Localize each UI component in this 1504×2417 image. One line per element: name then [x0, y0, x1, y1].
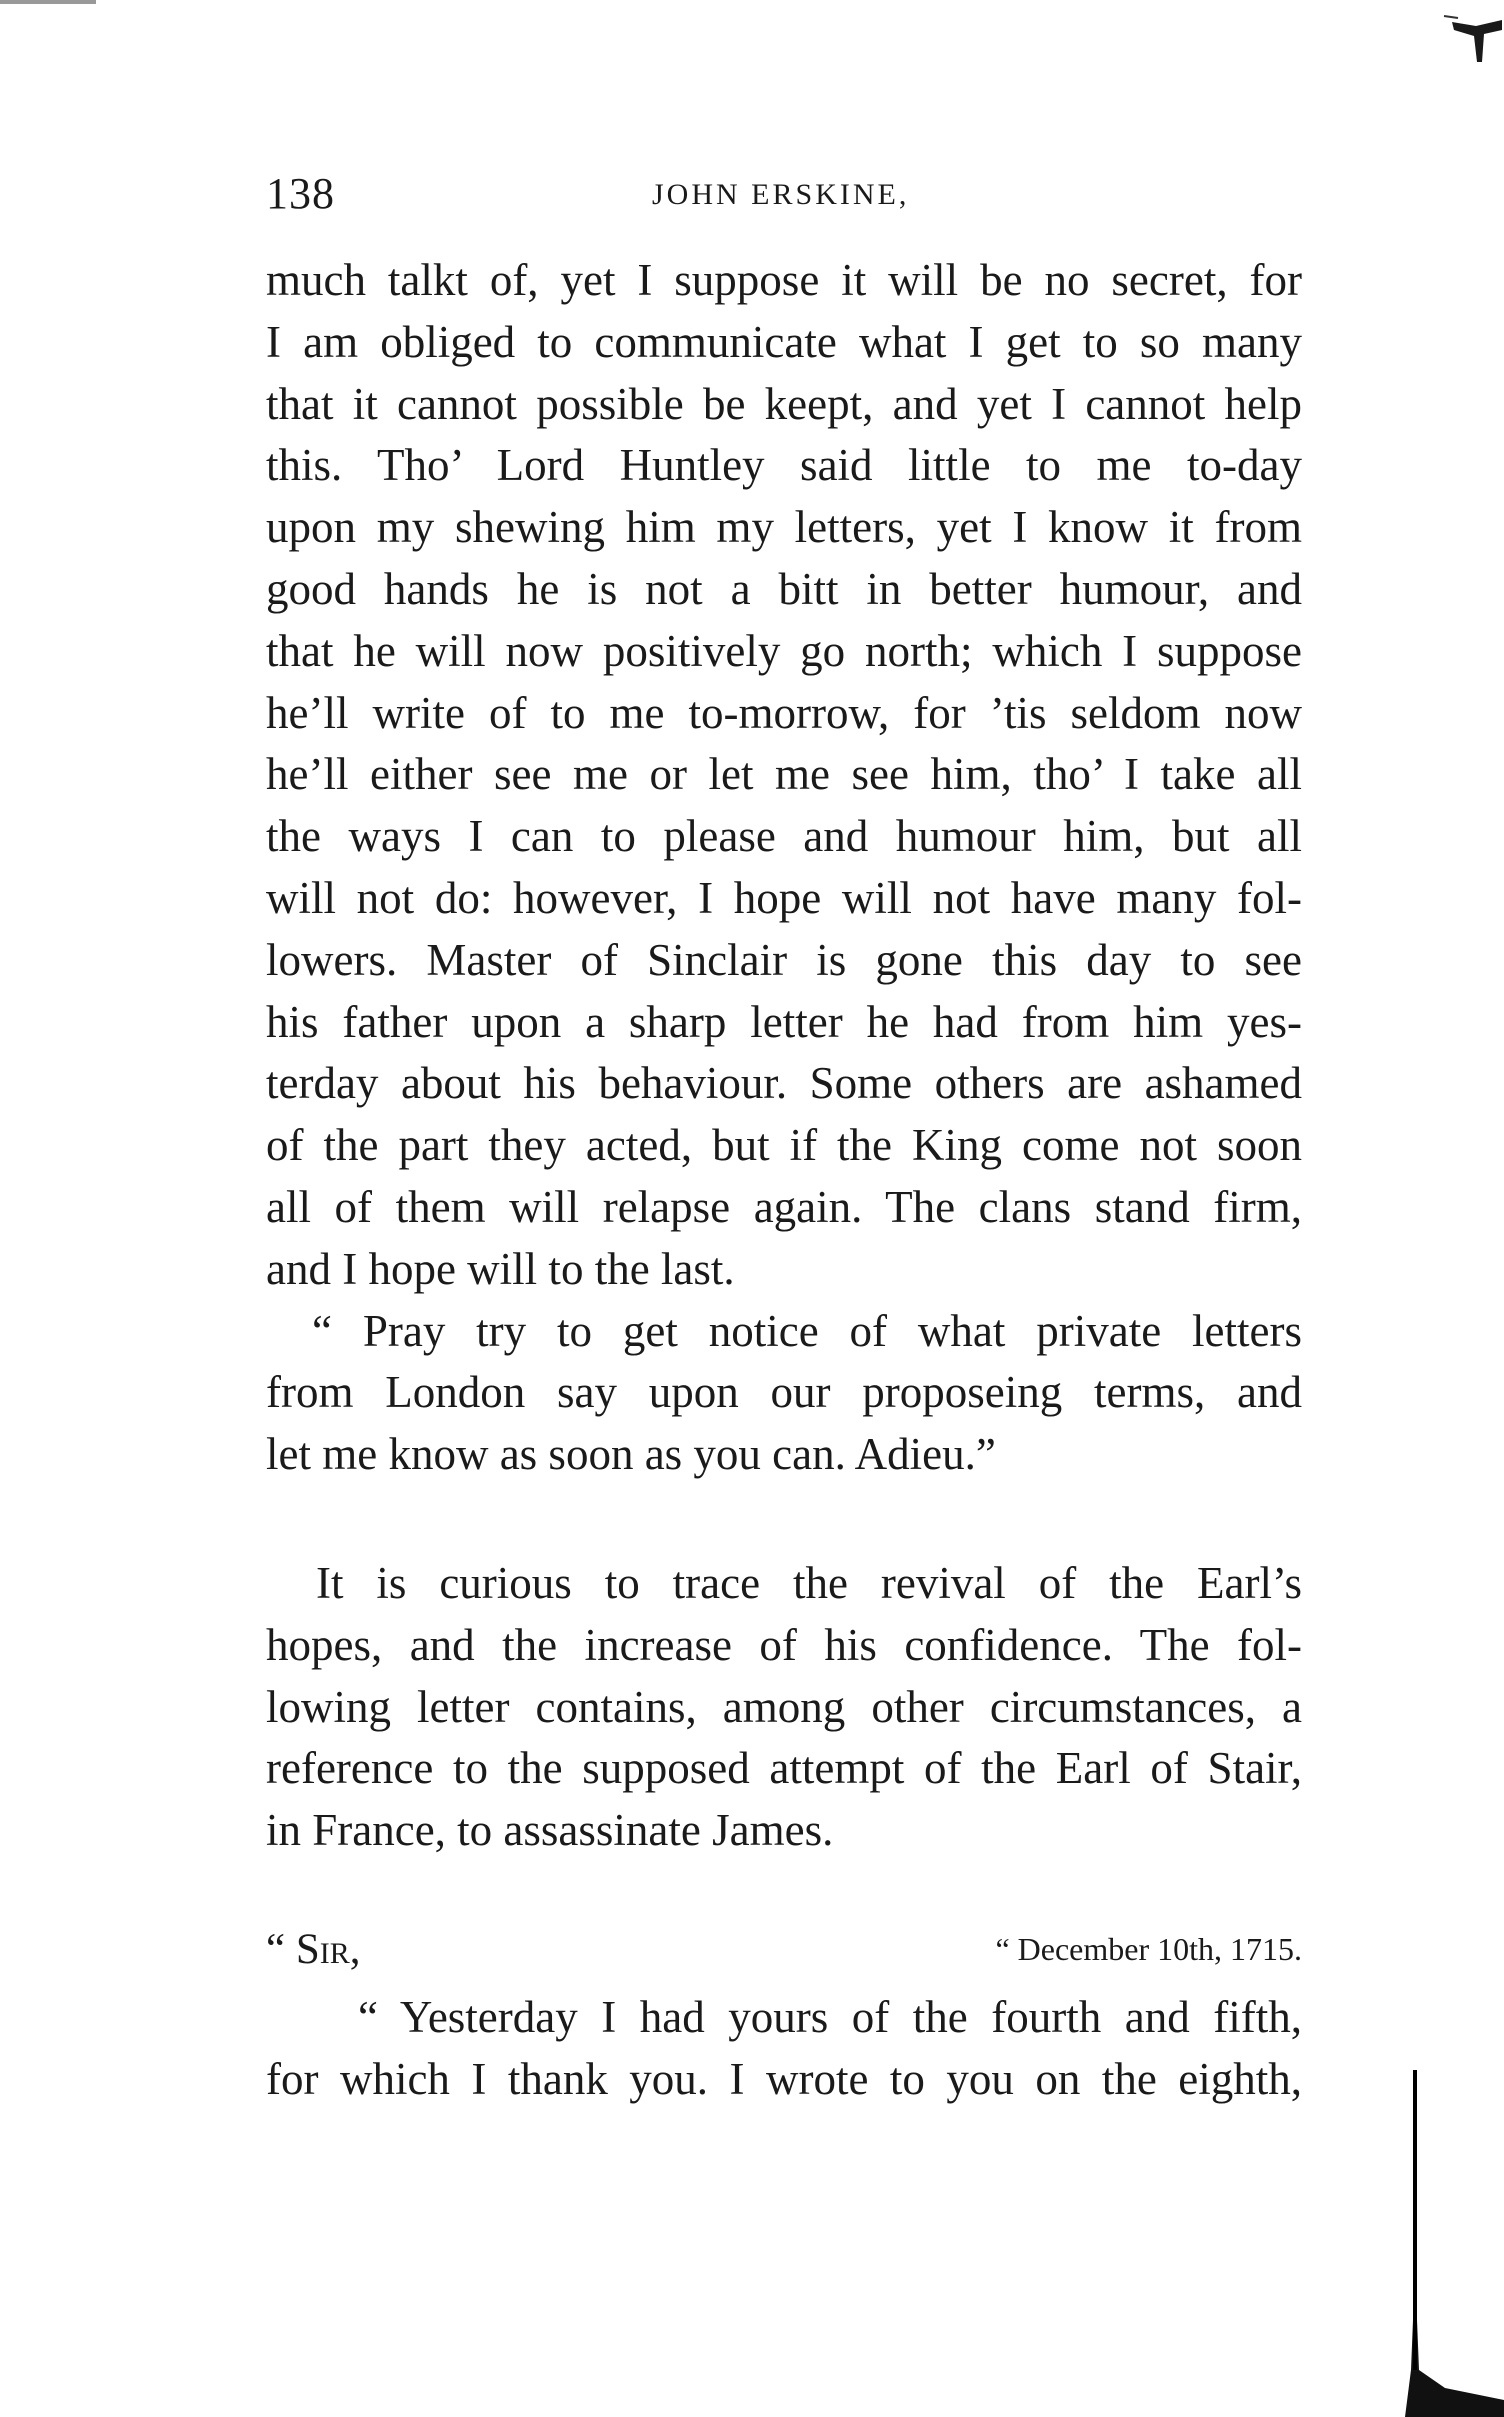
text-line: lowing letter contains, among other circumstances, a [266, 1681, 1302, 1732]
letter-heading [266, 1925, 1302, 1987]
narrative-paragraph [266, 1553, 1302, 1862]
running-head: JOHN ERSKINE, [652, 178, 910, 211]
text-line: will not do: however, I hope will not have many fol- [266, 872, 1302, 923]
text-line: all of them will relapse again. The clans stand firm, [266, 1181, 1302, 1232]
page-header [266, 168, 1302, 228]
page-number: 138 [266, 169, 335, 218]
letter-continuation [266, 250, 1302, 1486]
next-letter-body [266, 1987, 1302, 2111]
letter-date: “ December 10th, 1715. [995, 1931, 1302, 1967]
text-line: and I hope will to the last. [266, 1243, 735, 1294]
text-line: I am obliged to communicate what I get to so many [266, 316, 1302, 367]
text-line: good hands he is not a bitt in better humour, and [266, 563, 1302, 614]
text-line: his father upon a sharp letter he had from him yes- [266, 996, 1302, 1047]
scan-artifact-top [0, 0, 96, 4]
text-line: “ Yesterday I had yours of the fourth and fifth, [358, 1992, 1302, 2042]
text-line: much talkt of, yet I suppose it will be no secret, for [266, 255, 1302, 305]
text-line: “ Pray try to get notice of what private letters [312, 1305, 1302, 1356]
text-line: of the part they acted, but if the King come not soon [266, 1120, 1302, 1171]
text-line: the ways I can to please and humour him, but all [266, 811, 1302, 862]
binding-edge-shadow [1405, 2070, 1504, 2417]
text-line: from London say upon our proposeing terms, and [266, 1367, 1302, 1418]
binding-mark-icon [1414, 0, 1504, 70]
text-line: terday about his behaviour. Some others are ashamed [266, 1058, 1302, 1109]
text-line: this. Tho’ Lord Huntley said little to me to-day [266, 440, 1302, 491]
text-line: that he will now positively go north; which I suppose [266, 625, 1302, 676]
text-line: he’ll write of to me to-morrow, for ’tis seldom now [266, 687, 1302, 738]
text-line: reference to the supposed attempt of the Earl of Stair, [266, 1743, 1302, 1794]
salutation: “ Sir, [266, 1926, 361, 1973]
text-line: that it cannot possible be keept, and yet I cannot help [266, 378, 1302, 429]
text-line: let me know as soon as you can. Adieu.” [266, 1429, 996, 1480]
text-line: for which I thank you. I wrote to you on the eighth, [266, 2053, 1302, 2104]
text-line: lowers. Master of Sinclair is gone this day to see [266, 934, 1302, 985]
text-line: he’ll either see me or let me see him, tho’ I take all [266, 749, 1302, 800]
text-line: It is curious to trace the revival of the Earl’s [316, 1558, 1302, 1608]
text-line: in France, to assassinate James. [266, 1805, 834, 1856]
text-line: upon my shewing him my letters, yet I know it from [266, 502, 1302, 553]
text-line: hopes, and the increase of his confidence. The fol- [266, 1619, 1302, 1670]
